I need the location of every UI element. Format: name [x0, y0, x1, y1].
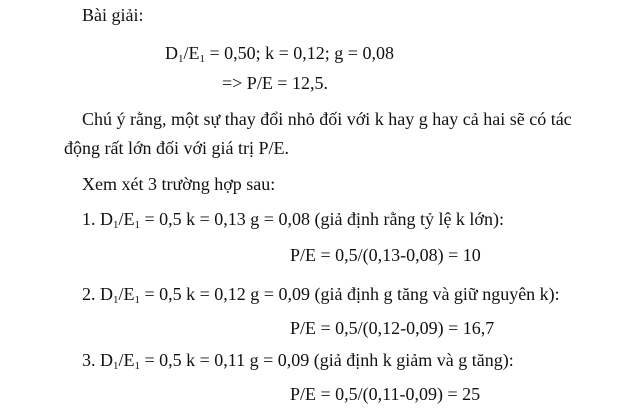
case-d: D: [100, 284, 113, 304]
case-assumption: (giả định g tăng và giữ nguyên k):: [314, 284, 560, 304]
case-number: 1.: [82, 209, 96, 229]
case-values: = 0,5 k = 0,13 g = 0,08: [140, 209, 310, 229]
case-d-subscript: 1: [113, 294, 119, 306]
case-number: 3.: [82, 350, 96, 370]
result-line: => P/E = 12,5.: [222, 73, 328, 93]
case-e-subscript: 1: [134, 219, 140, 231]
case-e-subscript: 1: [134, 294, 140, 306]
case-3-params: [82, 350, 514, 372]
case-e: /E: [118, 209, 135, 229]
given-rest: = 0,50; k = 0,12; g = 0,08: [205, 43, 394, 63]
case-e: /E: [118, 350, 135, 370]
case-values: = 0,5 k = 0,12 g = 0,09: [140, 284, 310, 304]
case-d: D: [100, 209, 113, 229]
case-1-formula: P/E = 0,5/(0,13-0,08) = 10: [290, 245, 481, 265]
case-2-params: [82, 284, 560, 306]
heading: Bài giải:: [82, 5, 144, 25]
case-assumption: (giả định k giảm và g tăng):: [313, 350, 514, 370]
given-d-subscript: 1: [178, 53, 184, 65]
cases-intro: Xem xét 3 trường hợp sau:: [82, 174, 276, 194]
case-number: 2.: [82, 284, 96, 304]
note-line-1: Chú ý rằng, một sự thay đổi nhỏ đối với k hay g hay cả hai sẽ có tác: [82, 109, 572, 129]
given-d: D: [165, 43, 178, 63]
case-values: = 0,5 k = 0,11 g = 0,09: [140, 350, 310, 370]
case-d-subscript: 1: [113, 360, 119, 372]
note-line-2: động rất lớn đối với giá trị P/E.: [64, 138, 290, 158]
case-e: /E: [118, 284, 135, 304]
case-2-formula: P/E = 0,5/(0,12-0,09) = 16,7: [290, 318, 495, 338]
case-1-params: [82, 209, 504, 231]
given-e-subscript: 1: [199, 53, 205, 65]
case-d: D: [100, 350, 113, 370]
given-e: /E: [183, 43, 200, 63]
given-values: [165, 43, 394, 65]
case-e-subscript: 1: [134, 360, 140, 372]
case-3-formula: P/E = 0,5/(0,11-0,09) = 25: [290, 384, 481, 404]
case-assumption: (giả định rằng tỷ lệ k lớn):: [314, 209, 504, 229]
case-d-subscript: 1: [113, 219, 119, 231]
